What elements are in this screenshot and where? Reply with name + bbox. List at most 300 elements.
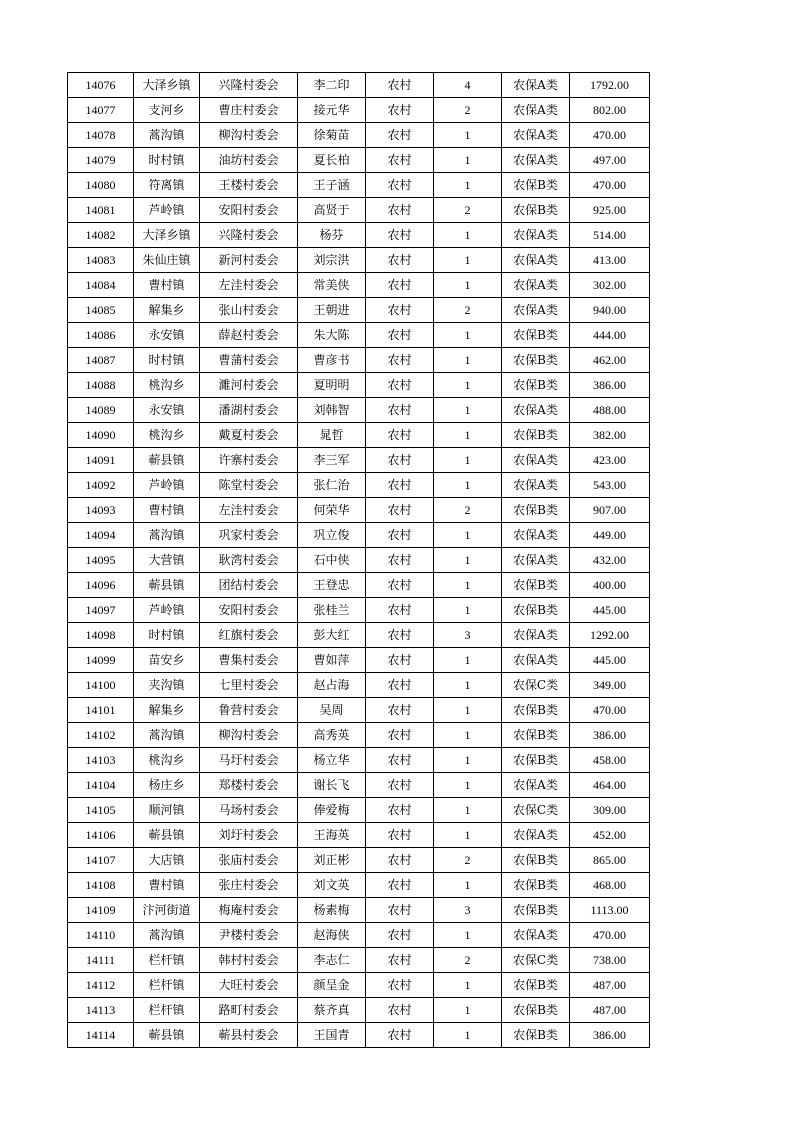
row-id-cell: 14088 bbox=[68, 373, 134, 398]
row-id-cell: 14095 bbox=[68, 548, 134, 573]
category-cell: 农保A类 bbox=[502, 648, 570, 673]
category-cell: 农保A类 bbox=[502, 298, 570, 323]
village-cell: 七里村委会 bbox=[200, 673, 298, 698]
category-cell: 农保B类 bbox=[502, 698, 570, 723]
member-count-cell: 1 bbox=[434, 323, 502, 348]
village-cell: 韩村村委会 bbox=[200, 948, 298, 973]
row-id-cell: 14084 bbox=[68, 273, 134, 298]
table-row bbox=[68, 848, 650, 873]
member-count-cell: 1 bbox=[434, 523, 502, 548]
row-id-cell: 14082 bbox=[68, 223, 134, 248]
amount-cell: 445.00 bbox=[570, 648, 650, 673]
town-cell: 蒿沟镇 bbox=[134, 523, 200, 548]
table-row bbox=[68, 798, 650, 823]
member-count-cell: 2 bbox=[434, 948, 502, 973]
household-type-cell: 农村 bbox=[366, 448, 434, 473]
amount-cell: 940.00 bbox=[570, 298, 650, 323]
row-id-cell: 14106 bbox=[68, 823, 134, 848]
table-row bbox=[68, 498, 650, 523]
table-row bbox=[68, 923, 650, 948]
amount-cell: 444.00 bbox=[570, 323, 650, 348]
amount-cell: 470.00 bbox=[570, 173, 650, 198]
table-row bbox=[68, 398, 650, 423]
row-id-cell: 14102 bbox=[68, 723, 134, 748]
village-cell: 大旺村委会 bbox=[200, 973, 298, 998]
member-count-cell: 1 bbox=[434, 123, 502, 148]
row-id-cell: 14113 bbox=[68, 998, 134, 1023]
household-type-cell: 农村 bbox=[366, 323, 434, 348]
table-row bbox=[68, 948, 650, 973]
town-cell: 曹村镇 bbox=[134, 498, 200, 523]
name-cell: 晁哲 bbox=[298, 423, 366, 448]
row-id-cell: 14100 bbox=[68, 673, 134, 698]
member-count-cell: 2 bbox=[434, 498, 502, 523]
village-cell: 潘湖村委会 bbox=[200, 398, 298, 423]
amount-cell: 470.00 bbox=[570, 698, 650, 723]
amount-cell: 400.00 bbox=[570, 573, 650, 598]
name-cell: 李志仁 bbox=[298, 948, 366, 973]
town-cell: 芦岭镇 bbox=[134, 473, 200, 498]
amount-cell: 925.00 bbox=[570, 198, 650, 223]
amount-cell: 464.00 bbox=[570, 773, 650, 798]
category-cell: 农保C类 bbox=[502, 798, 570, 823]
row-id-cell: 14101 bbox=[68, 698, 134, 723]
category-cell: 农保A类 bbox=[502, 248, 570, 273]
category-cell: 农保A类 bbox=[502, 823, 570, 848]
name-cell: 俸爱梅 bbox=[298, 798, 366, 823]
member-count-cell: 2 bbox=[434, 848, 502, 873]
table-row bbox=[68, 698, 650, 723]
category-cell: 农保A类 bbox=[502, 98, 570, 123]
table-row bbox=[68, 598, 650, 623]
village-cell: 马场村委会 bbox=[200, 798, 298, 823]
town-cell: 曹村镇 bbox=[134, 273, 200, 298]
table-row bbox=[68, 998, 650, 1023]
member-count-cell: 1 bbox=[434, 1023, 502, 1048]
name-cell: 蔡齐真 bbox=[298, 998, 366, 1023]
category-cell: 农保B类 bbox=[502, 998, 570, 1023]
row-id-cell: 14097 bbox=[68, 598, 134, 623]
amount-cell: 386.00 bbox=[570, 723, 650, 748]
row-id-cell: 14114 bbox=[68, 1023, 134, 1048]
category-cell: 农保B类 bbox=[502, 348, 570, 373]
category-cell: 农保B类 bbox=[502, 423, 570, 448]
village-cell: 新河村委会 bbox=[200, 248, 298, 273]
row-id-cell: 14104 bbox=[68, 773, 134, 798]
village-cell: 巩家村委会 bbox=[200, 523, 298, 548]
member-count-cell: 1 bbox=[434, 823, 502, 848]
household-type-cell: 农村 bbox=[366, 923, 434, 948]
household-type-cell: 农村 bbox=[366, 973, 434, 998]
household-type-cell: 农村 bbox=[366, 398, 434, 423]
household-type-cell: 农村 bbox=[366, 123, 434, 148]
town-cell: 芦岭镇 bbox=[134, 598, 200, 623]
category-cell: 农保B类 bbox=[502, 848, 570, 873]
category-cell: 农保A类 bbox=[502, 398, 570, 423]
household-type-cell: 农村 bbox=[366, 248, 434, 273]
village-cell: 曹庄村委会 bbox=[200, 98, 298, 123]
name-cell: 高秀英 bbox=[298, 723, 366, 748]
table-row bbox=[68, 123, 650, 148]
town-cell: 时村镇 bbox=[134, 623, 200, 648]
name-cell: 曹如萍 bbox=[298, 648, 366, 673]
table-row bbox=[68, 673, 650, 698]
town-cell: 符离镇 bbox=[134, 173, 200, 198]
town-cell: 蕲县镇 bbox=[134, 1023, 200, 1048]
village-cell: 安阳村委会 bbox=[200, 198, 298, 223]
household-type-cell: 农村 bbox=[366, 373, 434, 398]
amount-cell: 543.00 bbox=[570, 473, 650, 498]
household-type-cell: 农村 bbox=[366, 198, 434, 223]
category-cell: 农保A类 bbox=[502, 523, 570, 548]
amount-cell: 432.00 bbox=[570, 548, 650, 573]
amount-cell: 802.00 bbox=[570, 98, 650, 123]
table-row bbox=[68, 148, 650, 173]
member-count-cell: 2 bbox=[434, 298, 502, 323]
category-cell: 农保A类 bbox=[502, 148, 570, 173]
town-cell: 永安镇 bbox=[134, 323, 200, 348]
village-cell: 戴夏村委会 bbox=[200, 423, 298, 448]
name-cell: 王子涵 bbox=[298, 173, 366, 198]
household-type-cell: 农村 bbox=[366, 873, 434, 898]
household-type-cell: 农村 bbox=[366, 1023, 434, 1048]
village-cell: 兴隆村委会 bbox=[200, 73, 298, 98]
name-cell: 刘正彬 bbox=[298, 848, 366, 873]
amount-cell: 386.00 bbox=[570, 373, 650, 398]
town-cell: 桃沟乡 bbox=[134, 373, 200, 398]
amount-cell: 349.00 bbox=[570, 673, 650, 698]
town-cell: 时村镇 bbox=[134, 148, 200, 173]
table-row bbox=[68, 73, 650, 98]
table-row bbox=[68, 723, 650, 748]
town-cell: 曹村镇 bbox=[134, 873, 200, 898]
row-id-cell: 14103 bbox=[68, 748, 134, 773]
category-cell: 农保A类 bbox=[502, 73, 570, 98]
town-cell: 大泽乡镇 bbox=[134, 73, 200, 98]
row-id-cell: 14096 bbox=[68, 573, 134, 598]
name-cell: 彭大红 bbox=[298, 623, 366, 648]
amount-cell: 423.00 bbox=[570, 448, 650, 473]
town-cell: 桃沟乡 bbox=[134, 423, 200, 448]
amount-cell: 865.00 bbox=[570, 848, 650, 873]
town-cell: 大营镇 bbox=[134, 548, 200, 573]
member-count-cell: 1 bbox=[434, 148, 502, 173]
town-cell: 蒿沟镇 bbox=[134, 923, 200, 948]
name-cell: 刘韩智 bbox=[298, 398, 366, 423]
category-cell: 农保B类 bbox=[502, 498, 570, 523]
household-type-cell: 农村 bbox=[366, 98, 434, 123]
village-cell: 耿湾村委会 bbox=[200, 548, 298, 573]
amount-cell: 445.00 bbox=[570, 598, 650, 623]
member-count-cell: 1 bbox=[434, 873, 502, 898]
town-cell: 朱仙庄镇 bbox=[134, 248, 200, 273]
category-cell: 农保B类 bbox=[502, 173, 570, 198]
village-cell: 陈堂村委会 bbox=[200, 473, 298, 498]
table-row bbox=[68, 973, 650, 998]
town-cell: 时村镇 bbox=[134, 348, 200, 373]
row-id-cell: 14108 bbox=[68, 873, 134, 898]
household-type-cell: 农村 bbox=[366, 73, 434, 98]
name-cell: 颜呈金 bbox=[298, 973, 366, 998]
member-count-cell: 1 bbox=[434, 448, 502, 473]
amount-cell: 458.00 bbox=[570, 748, 650, 773]
amount-cell: 413.00 bbox=[570, 248, 650, 273]
member-count-cell: 1 bbox=[434, 548, 502, 573]
member-count-cell: 1 bbox=[434, 748, 502, 773]
records-table bbox=[67, 72, 650, 1048]
amount-cell: 462.00 bbox=[570, 348, 650, 373]
table-row bbox=[68, 773, 650, 798]
name-cell: 王国青 bbox=[298, 1023, 366, 1048]
table-row bbox=[68, 648, 650, 673]
village-cell: 柳沟村委会 bbox=[200, 123, 298, 148]
category-cell: 农保B类 bbox=[502, 198, 570, 223]
table-row bbox=[68, 348, 650, 373]
amount-cell: 738.00 bbox=[570, 948, 650, 973]
category-cell: 农保C类 bbox=[502, 673, 570, 698]
category-cell: 农保A类 bbox=[502, 923, 570, 948]
amount-cell: 386.00 bbox=[570, 1023, 650, 1048]
table-row bbox=[68, 873, 650, 898]
village-cell: 左洼村委会 bbox=[200, 498, 298, 523]
household-type-cell: 农村 bbox=[366, 473, 434, 498]
name-cell: 杨立华 bbox=[298, 748, 366, 773]
name-cell: 王登忠 bbox=[298, 573, 366, 598]
row-id-cell: 14077 bbox=[68, 98, 134, 123]
household-type-cell: 农村 bbox=[366, 773, 434, 798]
row-id-cell: 14083 bbox=[68, 248, 134, 273]
amount-cell: 487.00 bbox=[570, 998, 650, 1023]
row-id-cell: 14112 bbox=[68, 973, 134, 998]
category-cell: 农保A类 bbox=[502, 448, 570, 473]
table-body bbox=[68, 73, 650, 1048]
amount-cell: 497.00 bbox=[570, 148, 650, 173]
row-id-cell: 14089 bbox=[68, 398, 134, 423]
name-cell: 何荣华 bbox=[298, 498, 366, 523]
member-count-cell: 1 bbox=[434, 923, 502, 948]
table-row bbox=[68, 173, 650, 198]
category-cell: 农保C类 bbox=[502, 948, 570, 973]
row-id-cell: 14087 bbox=[68, 348, 134, 373]
amount-cell: 468.00 bbox=[570, 873, 650, 898]
category-cell: 农保A类 bbox=[502, 123, 570, 148]
village-cell: 安阳村委会 bbox=[200, 598, 298, 623]
table-row bbox=[68, 573, 650, 598]
member-count-cell: 1 bbox=[434, 423, 502, 448]
category-cell: 农保A类 bbox=[502, 223, 570, 248]
household-type-cell: 农村 bbox=[366, 498, 434, 523]
village-cell: 曹蒲村委会 bbox=[200, 348, 298, 373]
name-cell: 杨素梅 bbox=[298, 898, 366, 923]
household-type-cell: 农村 bbox=[366, 748, 434, 773]
name-cell: 谢长飞 bbox=[298, 773, 366, 798]
name-cell: 朱大陈 bbox=[298, 323, 366, 348]
household-type-cell: 农村 bbox=[366, 273, 434, 298]
category-cell: 农保B类 bbox=[502, 323, 570, 348]
household-type-cell: 农村 bbox=[366, 298, 434, 323]
table-row bbox=[68, 323, 650, 348]
row-id-cell: 14081 bbox=[68, 198, 134, 223]
household-type-cell: 农村 bbox=[366, 548, 434, 573]
name-cell: 徐菊苗 bbox=[298, 123, 366, 148]
member-count-cell: 1 bbox=[434, 673, 502, 698]
household-type-cell: 农村 bbox=[366, 223, 434, 248]
category-cell: 农保A类 bbox=[502, 273, 570, 298]
table-row bbox=[68, 198, 650, 223]
village-cell: 兴隆村委会 bbox=[200, 223, 298, 248]
amount-cell: 487.00 bbox=[570, 973, 650, 998]
amount-cell: 1292.00 bbox=[570, 623, 650, 648]
member-count-cell: 1 bbox=[434, 398, 502, 423]
town-cell: 芦岭镇 bbox=[134, 198, 200, 223]
amount-cell: 488.00 bbox=[570, 398, 650, 423]
name-cell: 李二印 bbox=[298, 73, 366, 98]
village-cell: 马圩村委会 bbox=[200, 748, 298, 773]
village-cell: 鲁营村委会 bbox=[200, 698, 298, 723]
household-type-cell: 农村 bbox=[366, 948, 434, 973]
row-id-cell: 14086 bbox=[68, 323, 134, 348]
member-count-cell: 3 bbox=[434, 623, 502, 648]
member-count-cell: 1 bbox=[434, 798, 502, 823]
name-cell: 王朝进 bbox=[298, 298, 366, 323]
town-cell: 栏杆镇 bbox=[134, 948, 200, 973]
town-cell: 蕲县镇 bbox=[134, 823, 200, 848]
village-cell: 王楼村委会 bbox=[200, 173, 298, 198]
household-type-cell: 农村 bbox=[366, 798, 434, 823]
household-type-cell: 农村 bbox=[366, 698, 434, 723]
category-cell: 农保B类 bbox=[502, 573, 570, 598]
village-cell: 路町村委会 bbox=[200, 998, 298, 1023]
category-cell: 农保B类 bbox=[502, 1023, 570, 1048]
name-cell: 夏长柏 bbox=[298, 148, 366, 173]
member-count-cell: 3 bbox=[434, 898, 502, 923]
member-count-cell: 1 bbox=[434, 273, 502, 298]
row-id-cell: 14111 bbox=[68, 948, 134, 973]
amount-cell: 1792.00 bbox=[570, 73, 650, 98]
row-id-cell: 14105 bbox=[68, 798, 134, 823]
row-id-cell: 14076 bbox=[68, 73, 134, 98]
name-cell: 张仁治 bbox=[298, 473, 366, 498]
village-cell: 红旗村委会 bbox=[200, 623, 298, 648]
category-cell: 农保B类 bbox=[502, 973, 570, 998]
member-count-cell: 1 bbox=[434, 373, 502, 398]
member-count-cell: 2 bbox=[434, 198, 502, 223]
town-cell: 大店镇 bbox=[134, 848, 200, 873]
member-count-cell: 1 bbox=[434, 223, 502, 248]
table-row bbox=[68, 473, 650, 498]
member-count-cell: 2 bbox=[434, 98, 502, 123]
household-type-cell: 农村 bbox=[366, 348, 434, 373]
member-count-cell: 1 bbox=[434, 573, 502, 598]
row-id-cell: 14098 bbox=[68, 623, 134, 648]
name-cell: 杨芬 bbox=[298, 223, 366, 248]
town-cell: 解集乡 bbox=[134, 298, 200, 323]
table-row bbox=[68, 523, 650, 548]
category-cell: 农保B类 bbox=[502, 748, 570, 773]
name-cell: 巩立俊 bbox=[298, 523, 366, 548]
household-type-cell: 农村 bbox=[366, 623, 434, 648]
village-cell: 张山村委会 bbox=[200, 298, 298, 323]
name-cell: 夏明明 bbox=[298, 373, 366, 398]
row-id-cell: 14090 bbox=[68, 423, 134, 448]
member-count-cell: 1 bbox=[434, 973, 502, 998]
household-type-cell: 农村 bbox=[366, 823, 434, 848]
name-cell: 刘宗洪 bbox=[298, 248, 366, 273]
amount-cell: 382.00 bbox=[570, 423, 650, 448]
village-cell: 尹楼村委会 bbox=[200, 923, 298, 948]
row-id-cell: 14099 bbox=[68, 648, 134, 673]
row-id-cell: 14085 bbox=[68, 298, 134, 323]
row-id-cell: 14078 bbox=[68, 123, 134, 148]
name-cell: 接元华 bbox=[298, 98, 366, 123]
table-row bbox=[68, 98, 650, 123]
household-type-cell: 农村 bbox=[366, 998, 434, 1023]
household-type-cell: 农村 bbox=[366, 673, 434, 698]
member-count-cell: 1 bbox=[434, 998, 502, 1023]
table-row bbox=[68, 823, 650, 848]
town-cell: 栏杆镇 bbox=[134, 973, 200, 998]
household-type-cell: 农村 bbox=[366, 723, 434, 748]
village-cell: 曹集村委会 bbox=[200, 648, 298, 673]
row-id-cell: 14092 bbox=[68, 473, 134, 498]
village-cell: 蕲县村委会 bbox=[200, 1023, 298, 1048]
name-cell: 张桂兰 bbox=[298, 598, 366, 623]
member-count-cell: 1 bbox=[434, 723, 502, 748]
amount-cell: 907.00 bbox=[570, 498, 650, 523]
town-cell: 支河乡 bbox=[134, 98, 200, 123]
amount-cell: 452.00 bbox=[570, 823, 650, 848]
table-row bbox=[68, 1023, 650, 1048]
town-cell: 苗安乡 bbox=[134, 648, 200, 673]
amount-cell: 309.00 bbox=[570, 798, 650, 823]
category-cell: 农保B类 bbox=[502, 723, 570, 748]
name-cell: 赵海侠 bbox=[298, 923, 366, 948]
row-id-cell: 14094 bbox=[68, 523, 134, 548]
village-cell: 左洼村委会 bbox=[200, 273, 298, 298]
town-cell: 杨庄乡 bbox=[134, 773, 200, 798]
town-cell: 栏杆镇 bbox=[134, 998, 200, 1023]
town-cell: 蕲县镇 bbox=[134, 448, 200, 473]
name-cell: 石中侠 bbox=[298, 548, 366, 573]
amount-cell: 1113.00 bbox=[570, 898, 650, 923]
amount-cell: 514.00 bbox=[570, 223, 650, 248]
town-cell: 大泽乡镇 bbox=[134, 223, 200, 248]
household-type-cell: 农村 bbox=[366, 148, 434, 173]
member-count-cell: 1 bbox=[434, 348, 502, 373]
row-id-cell: 14080 bbox=[68, 173, 134, 198]
member-count-cell: 1 bbox=[434, 473, 502, 498]
village-cell: 油坊村委会 bbox=[200, 148, 298, 173]
table-row bbox=[68, 248, 650, 273]
household-type-cell: 农村 bbox=[366, 173, 434, 198]
member-count-cell: 1 bbox=[434, 648, 502, 673]
row-id-cell: 14093 bbox=[68, 498, 134, 523]
member-count-cell: 1 bbox=[434, 173, 502, 198]
name-cell: 常美侠 bbox=[298, 273, 366, 298]
amount-cell: 449.00 bbox=[570, 523, 650, 548]
member-count-cell: 1 bbox=[434, 698, 502, 723]
town-cell: 夹沟镇 bbox=[134, 673, 200, 698]
table-row bbox=[68, 298, 650, 323]
category-cell: 农保A类 bbox=[502, 473, 570, 498]
member-count-cell: 1 bbox=[434, 773, 502, 798]
row-id-cell: 14091 bbox=[68, 448, 134, 473]
category-cell: 农保A类 bbox=[502, 548, 570, 573]
town-cell: 蒿沟镇 bbox=[134, 123, 200, 148]
row-id-cell: 14109 bbox=[68, 898, 134, 923]
village-cell: 柳沟村委会 bbox=[200, 723, 298, 748]
household-type-cell: 农村 bbox=[366, 648, 434, 673]
